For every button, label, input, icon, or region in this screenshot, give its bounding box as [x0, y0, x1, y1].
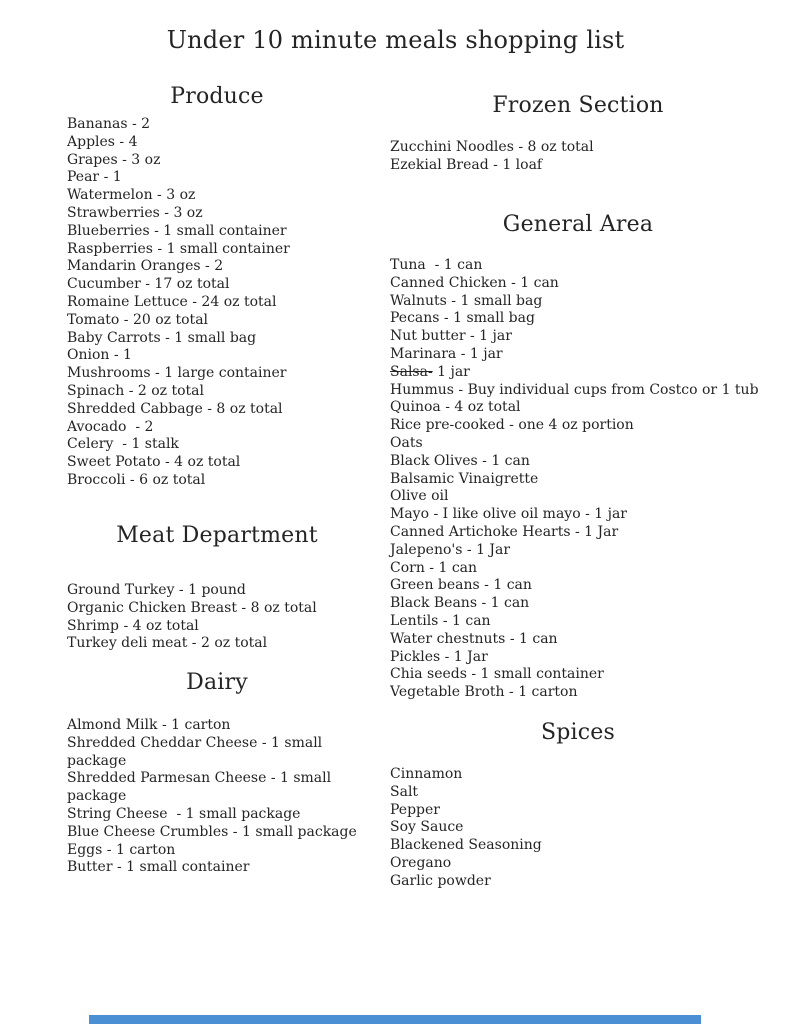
list-item: Cinnamon	[390, 766, 463, 782]
general-area-list	[390, 257, 766, 702]
list-item: Nut butter - 1 jar	[390, 328, 512, 345]
meat-department-list	[67, 582, 367, 653]
list-item: Black Beans - 1 can	[390, 595, 530, 612]
list-item: Avocado - 2	[67, 418, 154, 435]
list-item: Onion - 1	[67, 347, 132, 364]
list-item: Baby Carrots - 1 small bag	[67, 329, 257, 346]
list-item: Canned Artichoke Hearts - 1 Jar	[390, 523, 619, 540]
list-item: Organic Chicken Breast - 8 oz total	[67, 599, 317, 616]
list-item: Oats	[390, 434, 423, 451]
section-heading-meat-department: Meat Department	[116, 523, 318, 548]
list-item: Mushrooms - 1 large container	[67, 365, 287, 382]
list-item: Raspberries - 1 small container	[67, 240, 290, 257]
horizontal-scrollbar-thumb[interactable]	[89, 1015, 701, 1024]
section-heading-dairy: Dairy	[186, 670, 248, 695]
list-item: Shredded Cheddar Cheese - 1 small package	[67, 734, 327, 769]
list-item: Quinoa - 4 oz total	[390, 399, 521, 416]
struck-text: Salsa-	[390, 363, 433, 380]
list-item: Walnuts - 1 small bag	[390, 292, 543, 309]
list-item: String Cheese - 1 small package	[67, 805, 301, 822]
list-item: Oregano	[390, 854, 452, 871]
list-item: Marinara - 1 jar	[390, 345, 503, 362]
list-item: Black Olives - 1 can	[390, 452, 530, 469]
list-item: Cucumber - 17 oz total	[67, 276, 230, 293]
list-item: Blueberries - 1 small container	[67, 222, 287, 239]
list-item: Salsa- 1 jar	[390, 363, 470, 380]
list-item: Olive oil	[390, 488, 449, 505]
list-item: Mandarin Oranges - 2	[67, 258, 224, 275]
list-item: Jalepeno's - 1 Jar	[390, 541, 511, 558]
list-item: Celery - 1 stalk	[67, 436, 179, 453]
list-item: Grapes - 3 oz	[67, 151, 161, 168]
list-item: Watermelon - 3 oz	[67, 187, 196, 204]
list-item: Chia seeds - 1 small container	[390, 666, 604, 683]
list-item: Canned Chicken - 1 can	[390, 274, 559, 291]
list-item: Blue Cheese Crumbles - 1 small package	[67, 823, 357, 840]
list-item: Apples - 4	[67, 133, 138, 150]
list-item: Shredded Parmesan Cheese - 1 small package	[67, 770, 336, 805]
list-item: Tomato - 20 oz total	[67, 311, 209, 328]
list-item: Ezekial Bread - 1 loaf	[390, 156, 543, 173]
list-item: Soy Sauce	[390, 819, 464, 836]
produce-list	[67, 116, 367, 490]
list-item: Pecans - 1 small bag	[390, 310, 535, 327]
dairy-list	[67, 717, 367, 877]
list-item: Zucchini Noodles - 8 oz total	[390, 139, 594, 155]
list-item: Ground Turkey - 1 pound	[67, 582, 246, 598]
list-item: Pear - 1	[67, 169, 122, 186]
list-item: Blackened Seasoning	[390, 837, 542, 854]
spices-list	[390, 766, 766, 891]
list-item: Water chestnuts - 1 can	[390, 630, 558, 647]
section-heading-frozen-section: Frozen Section	[492, 93, 664, 118]
list-item: Garlic powder	[390, 872, 491, 889]
list-item: Lentils - 1 can	[390, 612, 491, 629]
list-item: Hummus - Buy individual cups from Costco or 1 tub	[390, 381, 759, 398]
list-item: Mayo - I like olive oil mayo - 1 jar	[390, 506, 627, 523]
section-heading-general-area: General Area	[502, 212, 654, 237]
section-heading-spices: Spices	[540, 720, 616, 745]
list-item: Turkey deli meat - 2 oz total	[67, 635, 268, 652]
list-item: Tuna - 1 can	[390, 257, 483, 273]
list-item: Eggs - 1 carton	[67, 841, 176, 858]
list-item: Vegetable Broth - 1 carton	[390, 684, 578, 701]
list-item: Butter - 1 small container	[67, 859, 250, 876]
list-item: Sweet Potato - 4 oz total	[67, 454, 241, 471]
list-item: Almond Milk - 1 carton	[67, 717, 231, 733]
list-item: Shredded Cabbage - 8 oz total	[67, 400, 283, 417]
list-item: Rice pre-cooked - one 4 oz portion	[390, 417, 634, 434]
list-item: Broccoli - 6 oz total	[67, 471, 206, 488]
list-item: Green beans - 1 can	[390, 577, 532, 594]
list-item: Bananas - 2	[67, 116, 151, 132]
section-heading-produce: Produce	[170, 84, 264, 109]
list-item: Pickles - 1 Jar	[390, 648, 488, 665]
list-item: Pepper	[390, 801, 440, 818]
page-title: Under 10 minute meals shopping list	[166, 26, 625, 54]
list-item: Corn - 1 can	[390, 559, 478, 576]
list-item: Spinach - 2 oz total	[67, 382, 204, 399]
list-item: Balsamic Vinaigrette	[390, 470, 539, 487]
list-item: Salt	[390, 783, 419, 800]
list-item: Shrimp - 4 oz total	[67, 617, 199, 634]
list-item: Strawberries - 3 oz	[67, 204, 203, 221]
list-item: Romaine Lettuce - 24 oz total	[67, 293, 277, 310]
frozen-section-list	[390, 139, 766, 175]
